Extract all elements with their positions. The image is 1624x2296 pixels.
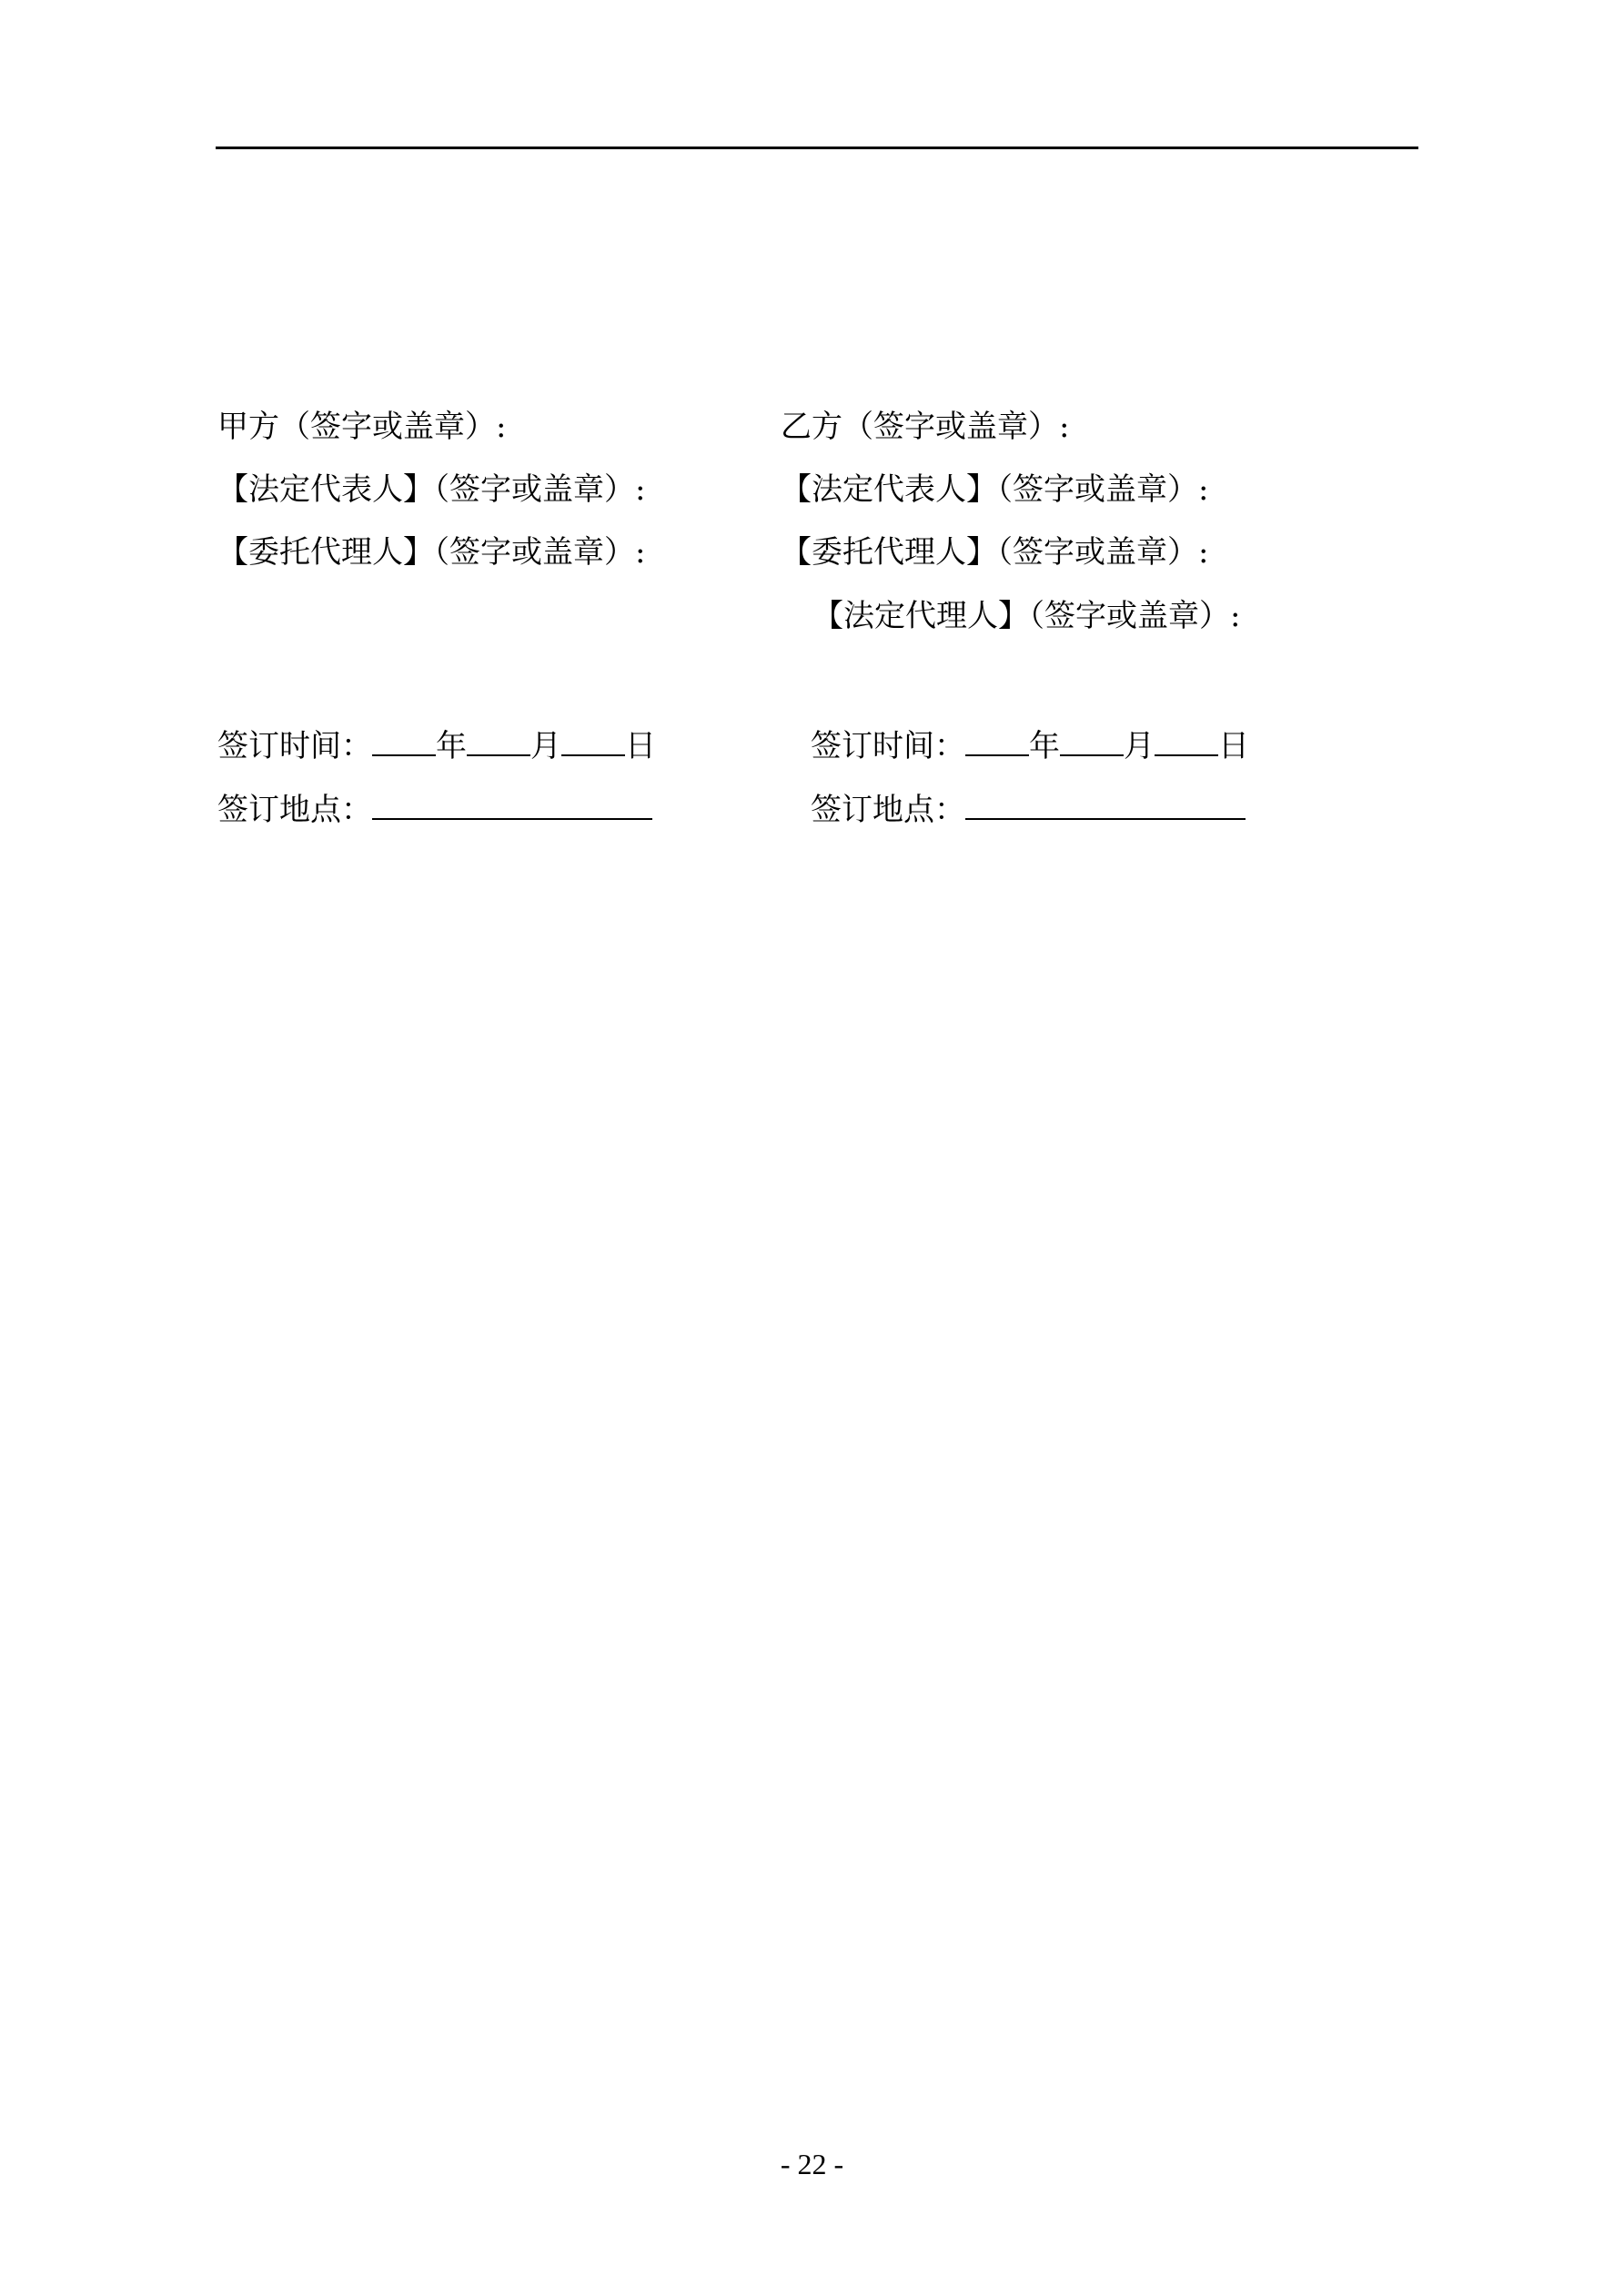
party-b-day-label: 日: [1218, 728, 1249, 764]
header-rule: [216, 147, 1418, 149]
party-b-month-blank[interactable]: [1060, 723, 1124, 756]
party-a-place-row: [217, 787, 652, 830]
party-b-title: 乙方（签字或盖章）:: [781, 409, 1070, 445]
party-a-year-label: 年: [436, 728, 467, 764]
party-a-date-label: 签订时间：: [217, 728, 372, 764]
party-b-agent: 【委托代理人】（签字或盖章）:: [781, 534, 1209, 571]
party-a-legal-rep: 【法定代表人】（签字或盖章）:: [217, 471, 646, 508]
party-b-year-label: 年: [1029, 728, 1060, 764]
party-b-day-blank[interactable]: [1155, 723, 1218, 756]
party-b-place-label: 签订地点：: [811, 792, 965, 828]
party-a-place-blank[interactable]: [372, 787, 652, 820]
party-a-year-blank[interactable]: [372, 723, 436, 756]
page-number: - 22 -: [780, 2148, 844, 2180]
party-a-month-label: 月: [530, 728, 561, 764]
party-a-day-blank[interactable]: [561, 723, 625, 756]
party-b-place-row: [811, 787, 1246, 830]
party-b-legal-rep: 【法定代表人】（签字或盖章）:: [781, 471, 1209, 508]
party-b-month-label: 月: [1124, 728, 1155, 764]
party-b-date-row: [811, 723, 1249, 766]
party-a-day-label: 日: [625, 728, 656, 764]
party-b-date-label: 签订时间：: [811, 728, 965, 764]
party-a-title: 甲方（签字或盖章）:: [217, 409, 507, 445]
party-a-date-row: [217, 723, 656, 766]
party-a-agent: 【委托代理人】（签字或盖章）:: [217, 534, 646, 571]
party-a-place-label: 签订地点：: [217, 792, 372, 828]
party-b-year-blank[interactable]: [965, 723, 1029, 756]
party-a-month-blank[interactable]: [467, 723, 530, 756]
party-b-place-blank[interactable]: [965, 787, 1246, 820]
party-b-legal-agent: 【法定代理人】（签字或盖章）:: [812, 598, 1241, 634]
